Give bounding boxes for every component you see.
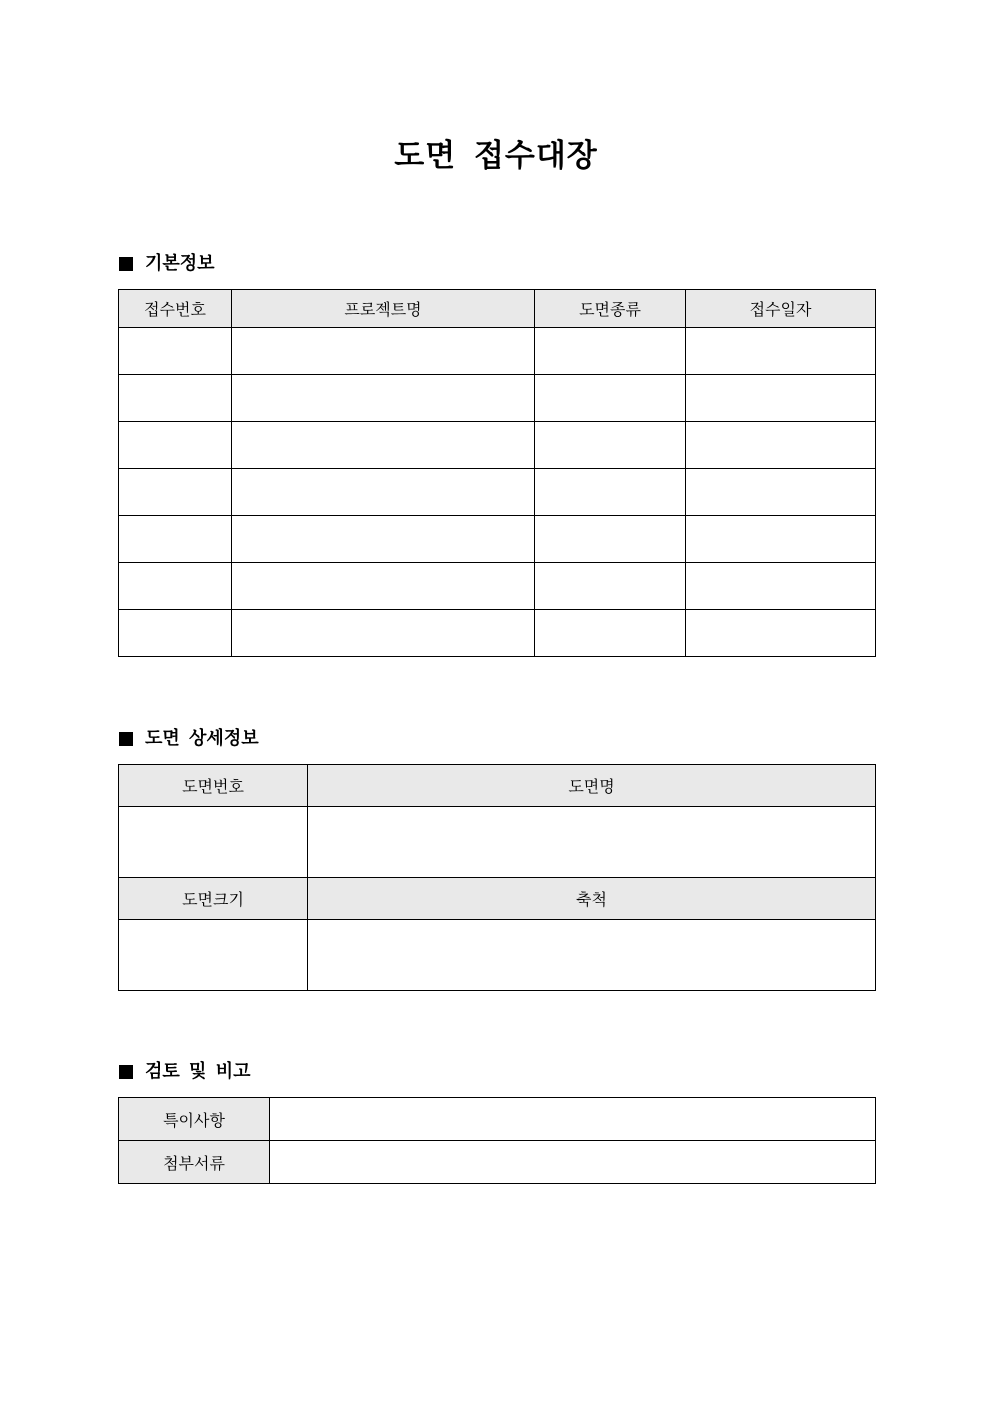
- receipt-number-cell[interactable]: [119, 375, 232, 422]
- table-header-row: [119, 878, 876, 920]
- project-name-cell[interactable]: [232, 563, 535, 610]
- drawing-type-cell[interactable]: [535, 328, 686, 375]
- label-drawing-name: 도면명: [308, 765, 876, 807]
- section-heading-detail: [119, 726, 259, 752]
- drawing-type-cell[interactable]: [535, 610, 686, 657]
- attachments-cell[interactable]: [270, 1141, 876, 1184]
- table-row: [119, 1141, 876, 1184]
- receipt-number-cell[interactable]: [119, 328, 232, 375]
- drawing-type-cell[interactable]: [535, 469, 686, 516]
- receipt-date-cell[interactable]: [686, 375, 876, 422]
- receipt-date-cell[interactable]: [686, 469, 876, 516]
- review-table: [118, 1097, 876, 1184]
- drawing-type-cell[interactable]: [535, 563, 686, 610]
- drawing-type-cell[interactable]: [535, 422, 686, 469]
- section-heading-review: [119, 1059, 250, 1085]
- project-name-cell[interactable]: [232, 375, 535, 422]
- table-row: [119, 1098, 876, 1141]
- receipt-date-cell[interactable]: [686, 610, 876, 657]
- table-row: [119, 469, 876, 516]
- remarks-cell[interactable]: [270, 1098, 876, 1141]
- section-heading-label: 기본정보: [145, 253, 215, 274]
- drawing-size-cell[interactable]: [119, 920, 308, 991]
- section-heading-basic: [119, 251, 215, 277]
- table-row: [119, 375, 876, 422]
- column-header-receipt-number: 접수번호: [119, 290, 232, 328]
- drawing-name-cell[interactable]: [308, 807, 876, 878]
- page-title: 도면 접수대장: [394, 138, 598, 174]
- table-header-row: [119, 765, 876, 807]
- drawing-type-cell[interactable]: [535, 516, 686, 563]
- square-bullet-icon: [119, 732, 133, 746]
- receipt-number-cell[interactable]: [119, 422, 232, 469]
- label-drawing-number: 도면번호: [119, 765, 308, 807]
- square-bullet-icon: [119, 257, 133, 271]
- table-row: [119, 807, 876, 878]
- label-remarks: 특이사항: [119, 1098, 270, 1141]
- receipt-date-cell[interactable]: [686, 328, 876, 375]
- drawing-number-cell[interactable]: [119, 807, 308, 878]
- square-bullet-icon: [119, 1065, 133, 1079]
- project-name-cell[interactable]: [232, 328, 535, 375]
- table-row: [119, 328, 876, 375]
- receipt-number-cell[interactable]: [119, 516, 232, 563]
- basic-info-table: [118, 289, 876, 657]
- table-row: [119, 610, 876, 657]
- drawing-detail-table: [118, 764, 876, 991]
- table-row: [119, 422, 876, 469]
- drawing-type-cell[interactable]: [535, 375, 686, 422]
- receipt-number-cell[interactable]: [119, 610, 232, 657]
- table-row: [119, 516, 876, 563]
- column-header-project-name: 프로젝트명: [232, 290, 535, 328]
- section-heading-label: 검토 및 비고: [145, 1061, 251, 1082]
- table-header-row: [119, 290, 876, 328]
- project-name-cell[interactable]: [232, 516, 535, 563]
- receipt-number-cell[interactable]: [119, 563, 232, 610]
- project-name-cell[interactable]: [232, 422, 535, 469]
- section-heading-label: 도면 상세정보: [145, 728, 259, 749]
- project-name-cell[interactable]: [232, 610, 535, 657]
- label-scale: 축척: [308, 878, 876, 920]
- table-row: [119, 563, 876, 610]
- label-drawing-size: 도면크기: [119, 878, 308, 920]
- receipt-number-cell[interactable]: [119, 469, 232, 516]
- project-name-cell[interactable]: [232, 469, 535, 516]
- receipt-date-cell[interactable]: [686, 516, 876, 563]
- receipt-date-cell[interactable]: [686, 563, 876, 610]
- receipt-date-cell[interactable]: [686, 422, 876, 469]
- scale-cell[interactable]: [308, 920, 876, 991]
- column-header-receipt-date: 접수일자: [686, 290, 876, 328]
- label-attachments: 첨부서류: [119, 1141, 270, 1184]
- table-row: [119, 920, 876, 991]
- column-header-drawing-type: 도면종류: [535, 290, 686, 328]
